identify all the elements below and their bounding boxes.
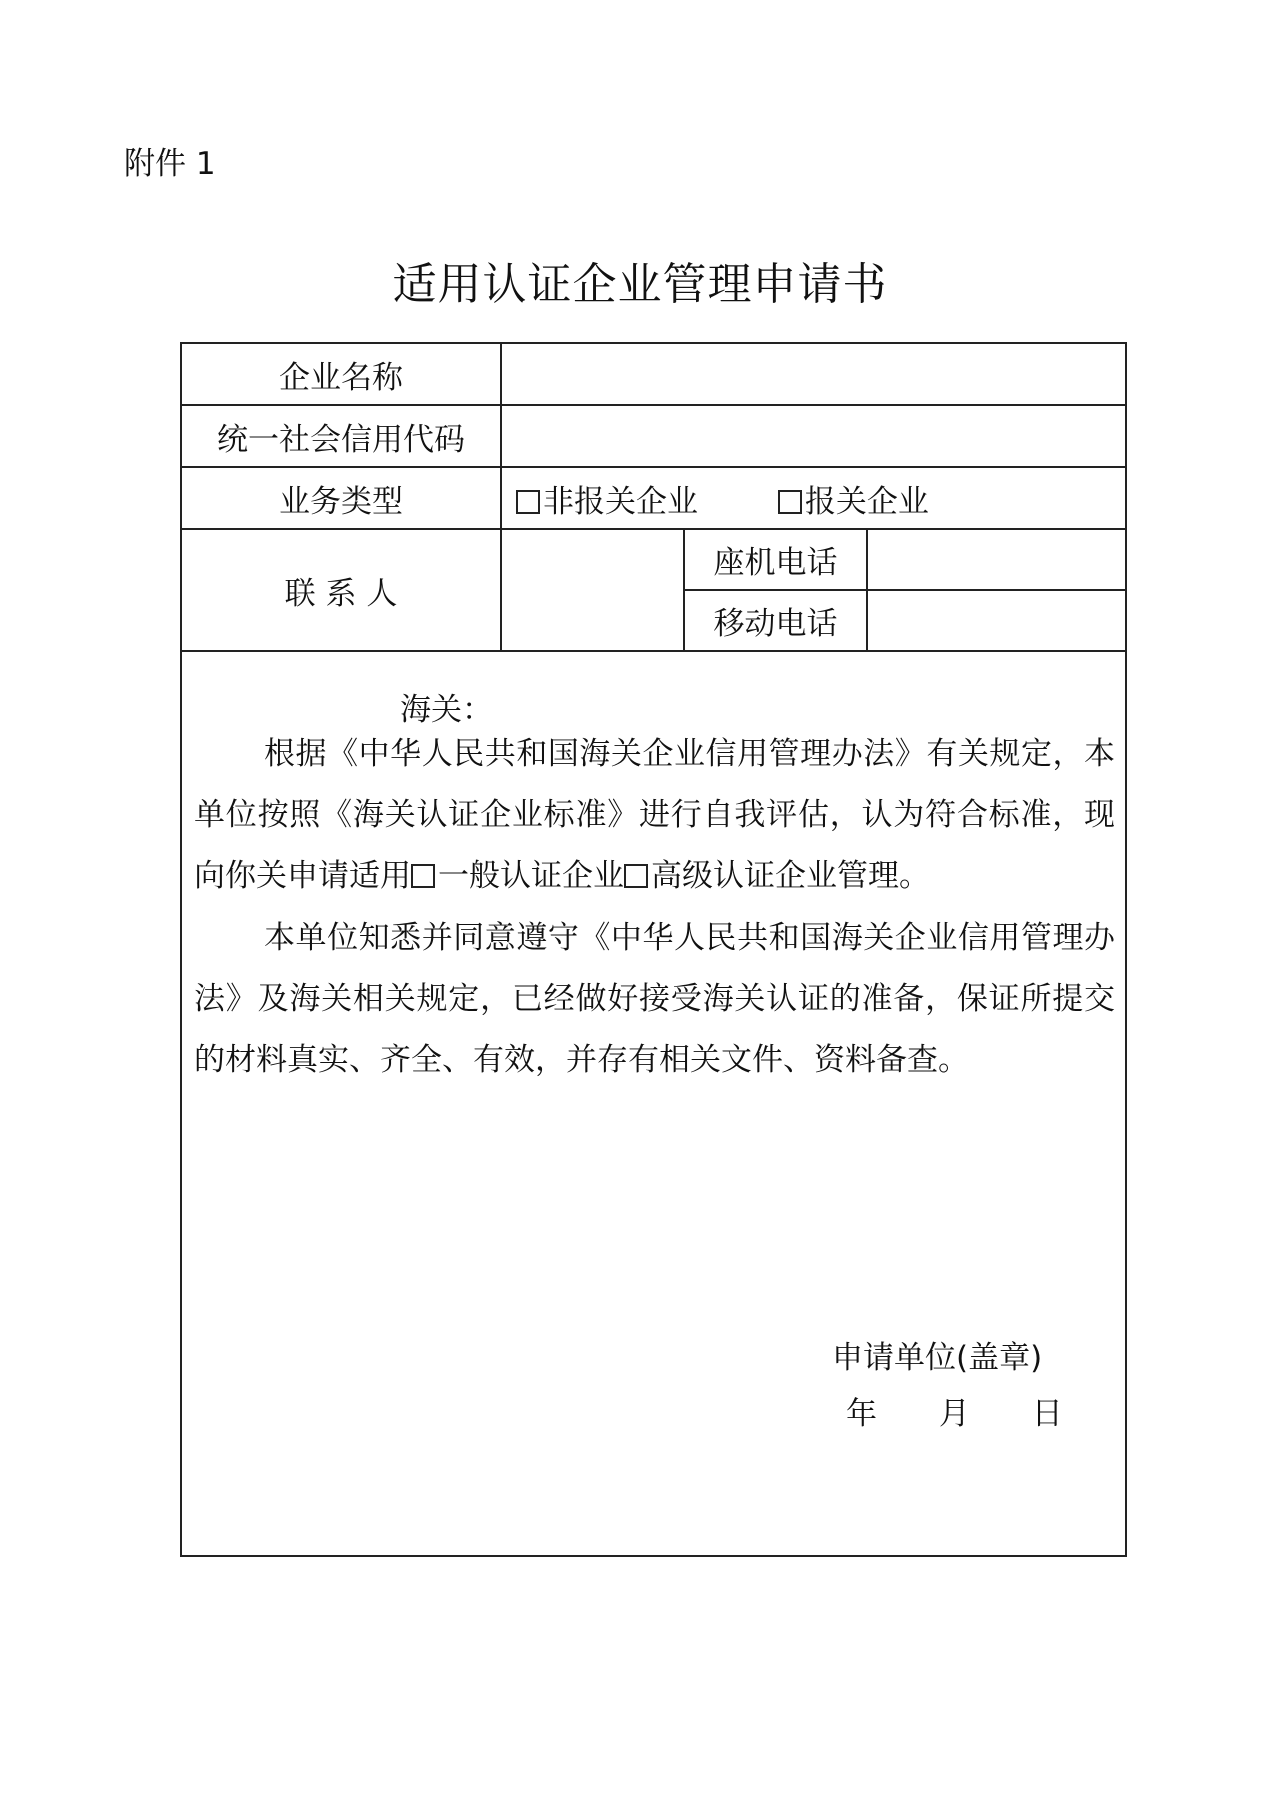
credit-code-field[interactable] [501,405,1126,467]
date-day: 日 [1031,1396,1063,1432]
advanced-cert-label: 高级认证企业管理。 [651,858,930,894]
checkbox-icon[interactable] [778,490,802,514]
date-month: 月 [938,1396,970,1432]
company-name-label: 企业名称 [181,343,501,405]
attachment-label: 附件 1 [124,146,216,182]
landline-label: 座机电话 [684,529,867,590]
application-form [180,342,1127,1557]
business-type-options [501,467,1126,529]
credit-code-label: 统一社会信用代码 [181,405,501,467]
declaration-paragraph-2: 本单位知悉并同意遵守《中华人民共和国海关企业信用管理办法》及海关相关规定，已经做好接受海关认证的准备，保证所提交的材料真实、齐全、有效，并存有相关文件、资料备查。 [194,920,1116,1078]
business-type-label: 业务类型 [181,467,501,529]
mobile-field[interactable] [867,590,1126,651]
checkbox-icon[interactable] [624,864,648,888]
checkbox-icon[interactable] [516,490,540,514]
contact-label: 联 系 人 [181,529,501,651]
customs-option[interactable] [778,484,929,520]
landline-field[interactable] [867,529,1126,590]
salutation: 海关： [400,692,493,728]
declaration-body [182,652,1125,1555]
customs-label: 报关企业 [804,483,929,520]
general-cert-label: 一般认证企业 [438,858,624,894]
mobile-label: 移动电话 [684,590,867,651]
paragraph-1-text: 根据《中华人民共和国海关企业信用管理办法》有关规定，本单位按照《海关认证企业标准》进行自我评估，认为符合标准，现向你关申请适用 [194,736,1116,894]
date-year: 年 [846,1396,877,1432]
non-customs-label: 非报关企业 [543,483,698,520]
declaration-paragraph-1 [194,724,1115,907]
signature-label: 申请单位(盖章) [832,1340,1043,1376]
date-line [846,1388,1063,1433]
contact-field[interactable] [501,529,684,651]
checkbox-icon[interactable] [411,864,435,888]
page-title: 适用认证企业管理申请书 [392,259,888,310]
company-name-field[interactable] [501,343,1126,405]
declaration-cell [181,651,1126,1556]
non-customs-option[interactable] [516,484,698,520]
